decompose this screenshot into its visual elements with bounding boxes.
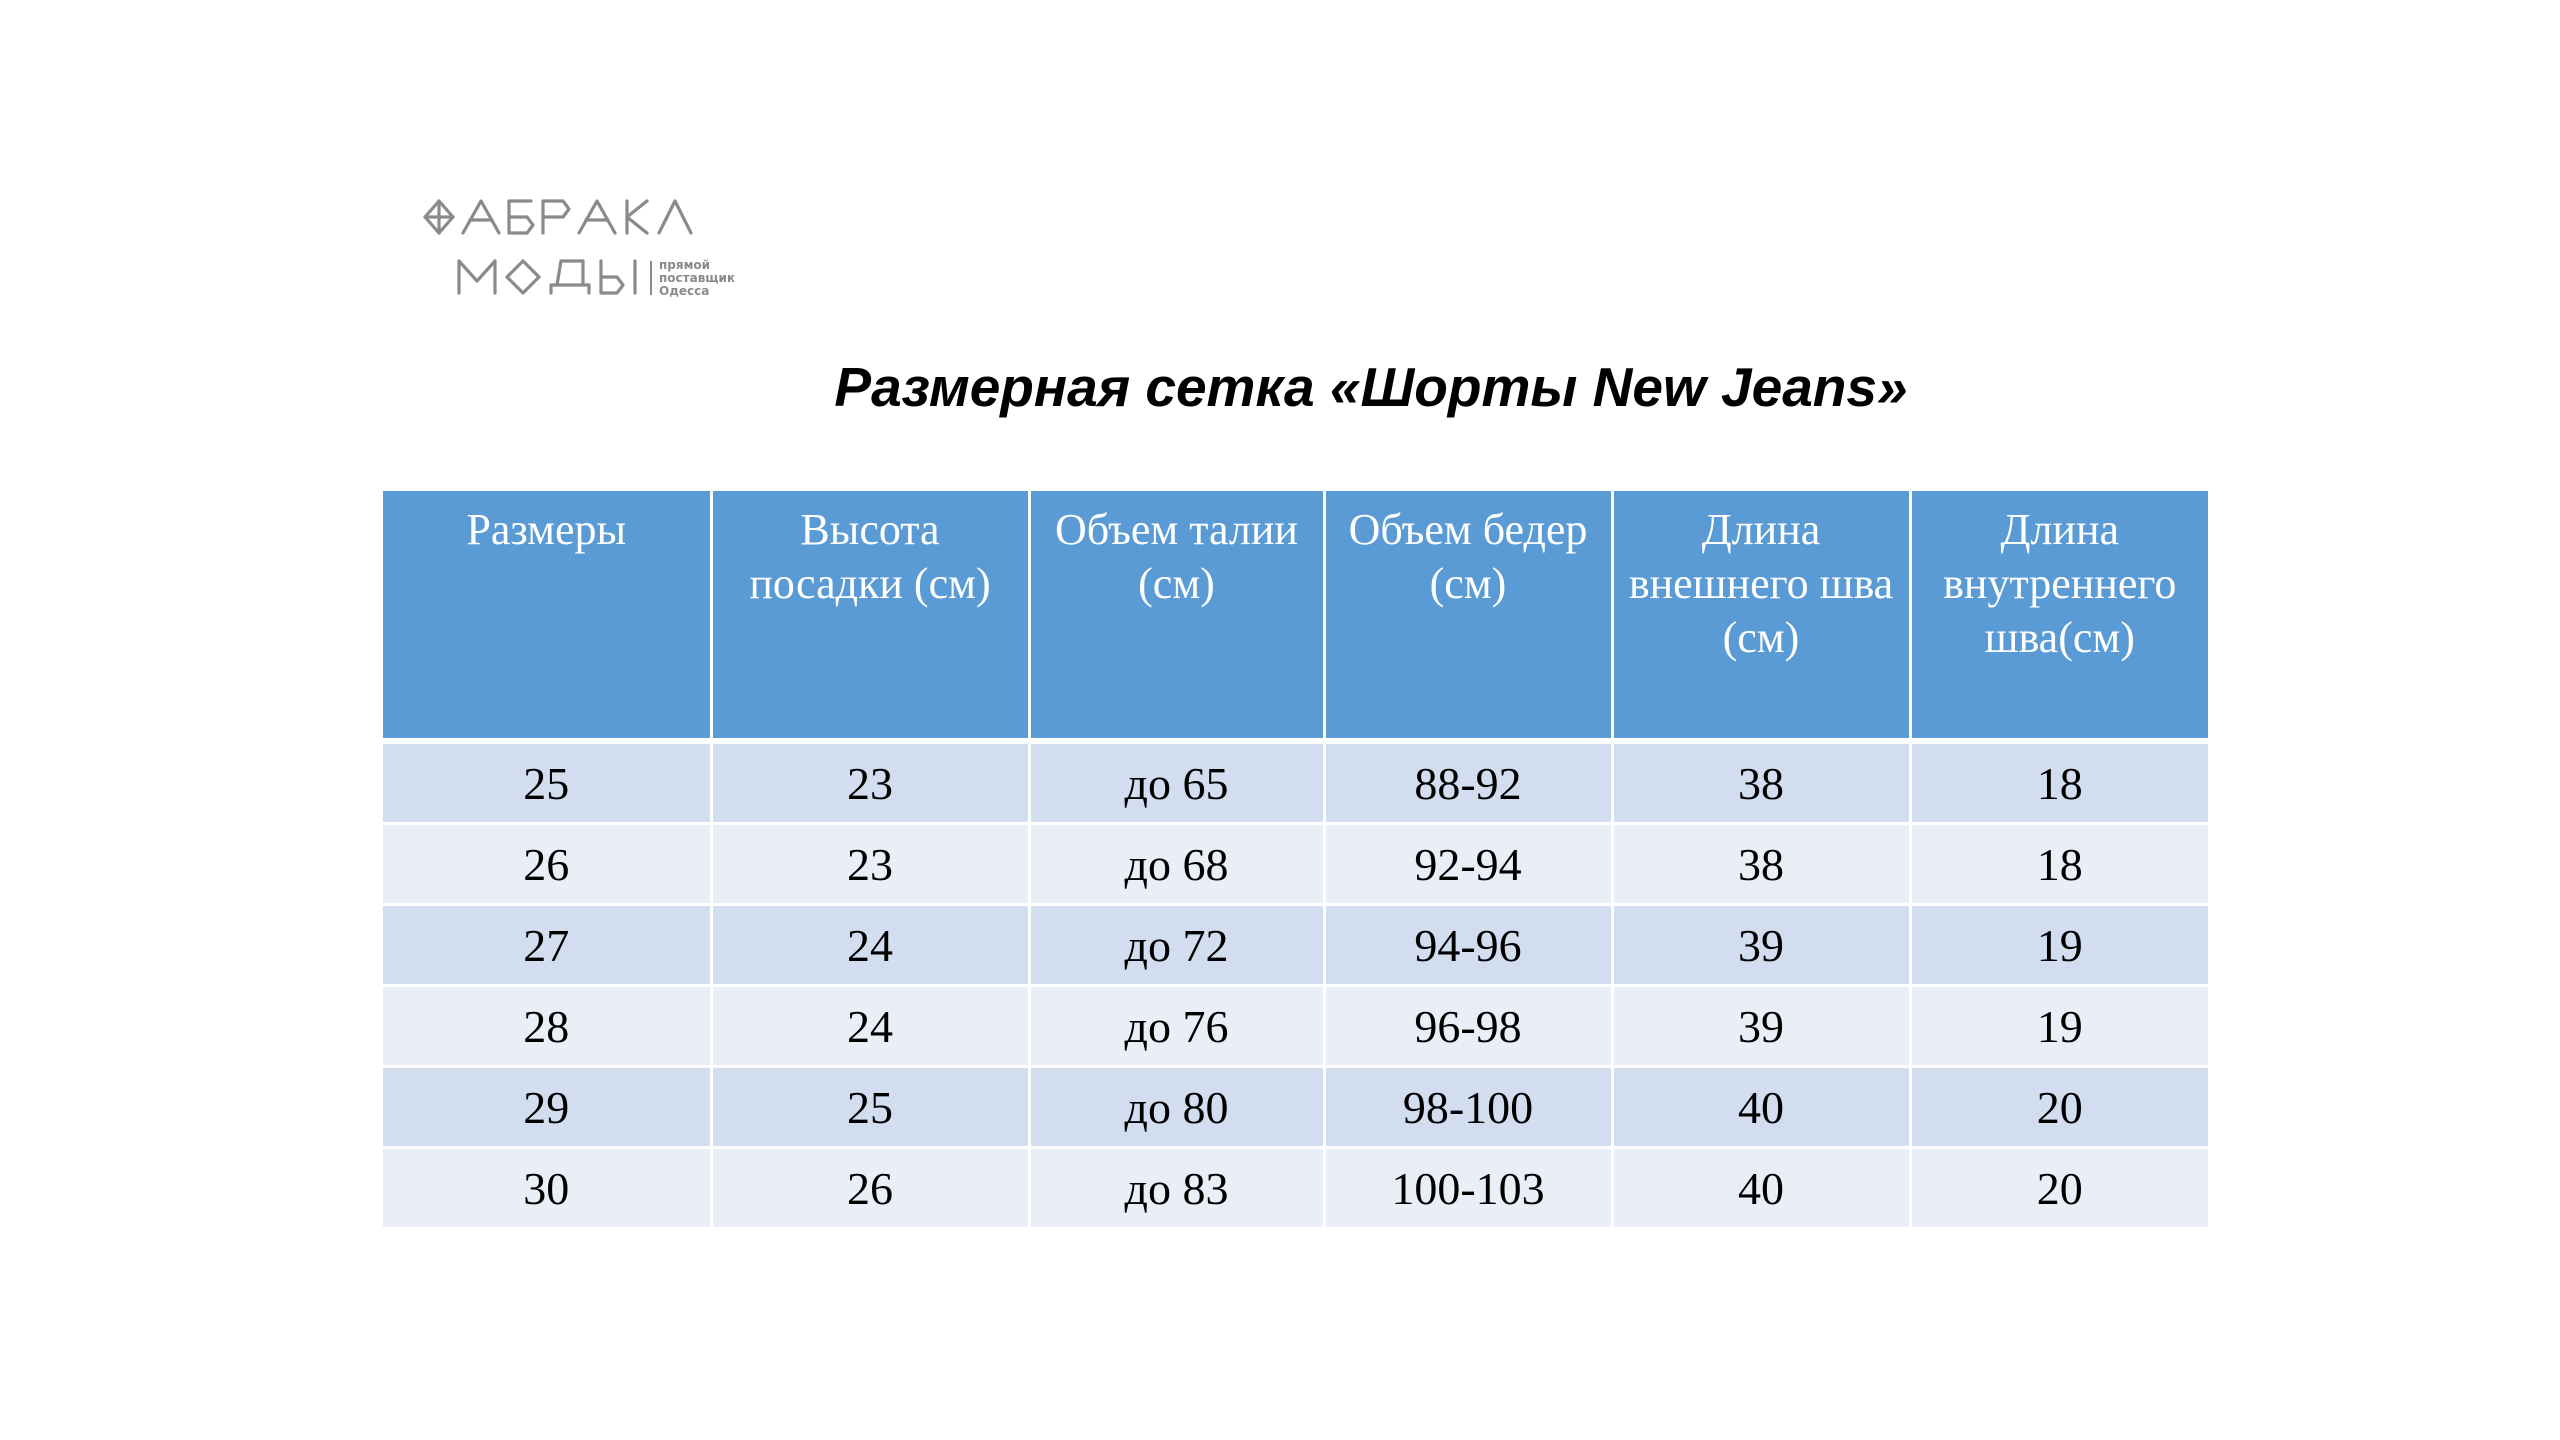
cell-inseam: 20 xyxy=(1910,1148,2208,1229)
cell-outseam: 39 xyxy=(1612,905,1910,986)
cell-inseam: 18 xyxy=(1910,741,2208,824)
cell-waist: до 68 xyxy=(1029,824,1324,905)
cell-rise-height: 24 xyxy=(711,986,1029,1067)
table-row xyxy=(383,824,2208,905)
cell-hips: 100-103 xyxy=(1324,1148,1612,1229)
brand-logo-image xyxy=(423,195,853,305)
cell-inseam: 20 xyxy=(1910,1067,2208,1148)
header-size: Размеры xyxy=(383,491,711,741)
cell-inseam: 19 xyxy=(1910,986,2208,1067)
cell-size: 28 xyxy=(383,986,711,1067)
cell-hips: 88-92 xyxy=(1324,741,1612,824)
table-row xyxy=(383,741,2208,824)
cell-size: 25 xyxy=(383,741,711,824)
logo-tagline-3: Одесса xyxy=(659,284,710,298)
cell-inseam: 18 xyxy=(1910,824,2208,905)
cell-rise-height: 26 xyxy=(711,1148,1029,1229)
page-title xyxy=(0,356,2560,418)
cell-outseam: 39 xyxy=(1612,986,1910,1067)
cell-outseam: 38 xyxy=(1612,741,1910,824)
cell-hips: 92-94 xyxy=(1324,824,1612,905)
cell-inseam: 19 xyxy=(1910,905,2208,986)
cell-waist: до 76 xyxy=(1029,986,1324,1067)
header-hips: Объем бедер (см) xyxy=(1324,491,1612,741)
cell-hips: 94-96 xyxy=(1324,905,1612,986)
cell-size: 29 xyxy=(383,1067,711,1148)
cell-size: 27 xyxy=(383,905,711,986)
cell-waist: до 80 xyxy=(1029,1067,1324,1148)
brand-logo xyxy=(423,195,853,305)
logo-tagline-1: прямой xyxy=(659,258,711,272)
cell-size: 26 xyxy=(383,824,711,905)
table-row xyxy=(383,1148,2208,1229)
header-outseam: Длина внешнего шва (см) xyxy=(1612,491,1910,741)
cell-size: 30 xyxy=(383,1148,711,1229)
table-row xyxy=(383,905,2208,986)
table-row xyxy=(383,986,2208,1067)
cell-waist: до 83 xyxy=(1029,1148,1324,1229)
cell-outseam: 38 xyxy=(1612,824,1910,905)
cell-hips: 98-100 xyxy=(1324,1067,1612,1148)
cell-hips: 96-98 xyxy=(1324,986,1612,1067)
cell-rise-height: 25 xyxy=(711,1067,1029,1148)
cell-rise-height: 24 xyxy=(711,905,1029,986)
logo-tagline-2: поставщик xyxy=(659,271,736,285)
cell-rise-height: 23 xyxy=(711,824,1029,905)
cell-outseam: 40 xyxy=(1612,1067,1910,1148)
table-header-row xyxy=(383,491,2208,741)
header-waist: Объем талии (см) xyxy=(1029,491,1324,741)
cell-waist: до 65 xyxy=(1029,741,1324,824)
table-row xyxy=(383,1067,2208,1148)
header-inseam: Длина внутреннего шва(см) xyxy=(1910,491,2208,741)
page-title-text: Размерная сетка «Шорты New Jeans» xyxy=(834,356,1908,418)
cell-waist: до 72 xyxy=(1029,905,1324,986)
header-rise-height: Высота посадки (см) xyxy=(711,491,1029,741)
size-chart-table xyxy=(383,491,2208,1230)
cell-rise-height: 23 xyxy=(711,741,1029,824)
cell-outseam: 40 xyxy=(1612,1148,1910,1229)
